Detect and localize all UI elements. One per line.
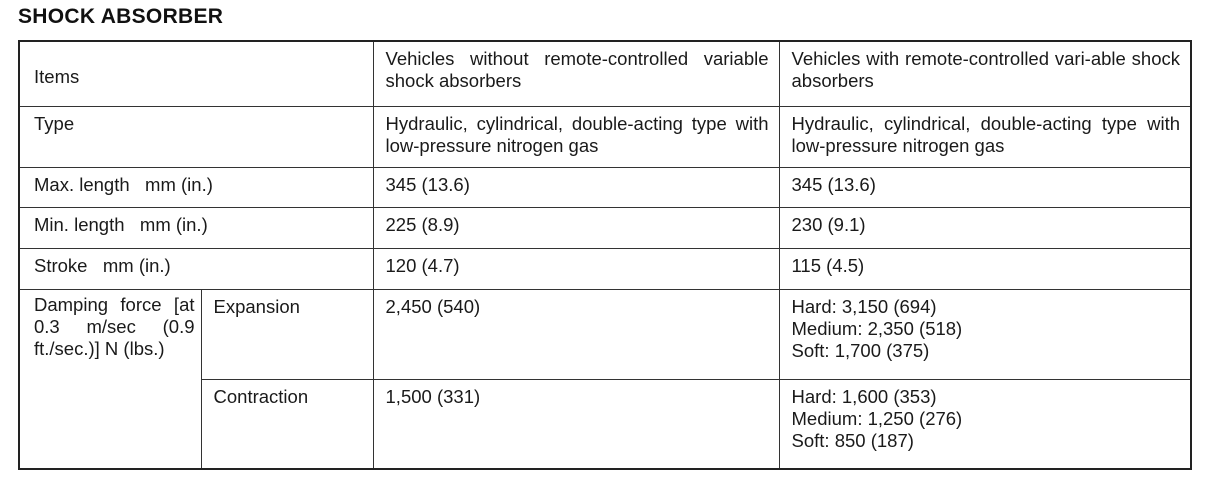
value-cell [779,290,1191,380]
header-without-cell [373,41,779,106]
contraction-soft: Soft: 850 (187) [791,429,914,451]
row-label-damping-force: Damping force [at 0.3 m/sec (0.9 ft./sec.)] N (lbs.) [34,294,195,360]
row-label-expansion: Expansion [213,296,300,318]
row-label-min-length: Min. length mm (in.) [34,213,208,235]
contraction-medium: Medium: 1,250 (276) [791,407,963,429]
contraction-with [780,380,1191,456]
spec-table [18,40,1192,470]
row-label-stroke: Stroke mm (in.) [34,255,171,277]
row-label-cell [19,207,373,249]
value-cell [779,106,1191,167]
type-without: Hydraulic, cylindrical, double-acting type with low-pressure nitrogen gas [385,112,769,156]
type-with: Hydraulic, cylindrical, double-acting type with low-pressure nitrogen gas [791,112,1181,156]
value-cell [373,379,779,469]
max-length-with: 345 (13.6) [791,173,876,195]
min-length-with: 230 (9.1) [791,213,866,235]
header-items: Items [34,66,80,87]
damping-label-cell [19,290,201,469]
table-header-row [19,41,1191,106]
value-cell [779,249,1191,290]
expansion-with [780,290,1191,366]
sub-label-cell [201,290,373,380]
row-label-contraction: Contraction [213,385,309,407]
table-row [19,207,1191,249]
value-cell [373,249,779,290]
value-cell [373,106,779,167]
stroke-without: 120 (4.7) [385,255,460,277]
expansion-without: 2,450 (540) [385,296,481,318]
value-cell [779,167,1191,207]
value-cell [373,167,779,207]
row-label-max-length: Max. length mm (in.) [34,173,213,195]
table-row [19,290,1191,380]
row-label-cell [19,106,373,167]
table-row [19,249,1191,290]
stroke-with: 115 (4.5) [791,255,865,277]
value-cell [373,207,779,249]
expansion-hard: Hard: 3,150 (694) [791,296,937,318]
value-cell [779,379,1191,469]
table-row [19,106,1191,167]
header-with-cell [779,41,1191,106]
page-title: SHOCK ABSORBER [18,5,224,28]
row-label-cell [19,167,373,207]
max-length-without: 345 (13.6) [385,173,470,195]
value-cell [779,207,1191,249]
expansion-soft: Soft: 1,700 (375) [791,340,930,362]
table-row [19,167,1191,207]
min-length-without: 225 (8.9) [385,213,460,235]
header-items-cell [19,41,373,106]
row-label-type: Type [34,112,75,134]
contraction-hard: Hard: 1,600 (353) [791,385,937,407]
header-with: Vehicles with remote-controlled vari-able shock absorbers [791,48,1181,91]
value-cell [373,290,779,380]
contraction-without: 1,500 (331) [385,385,481,407]
row-label-cell [19,249,373,290]
expansion-medium: Medium: 2,350 (518) [791,318,963,340]
header-without: Vehicles without remote-controlled variable shock absorbers [385,48,769,91]
sub-label-cell [201,379,373,469]
